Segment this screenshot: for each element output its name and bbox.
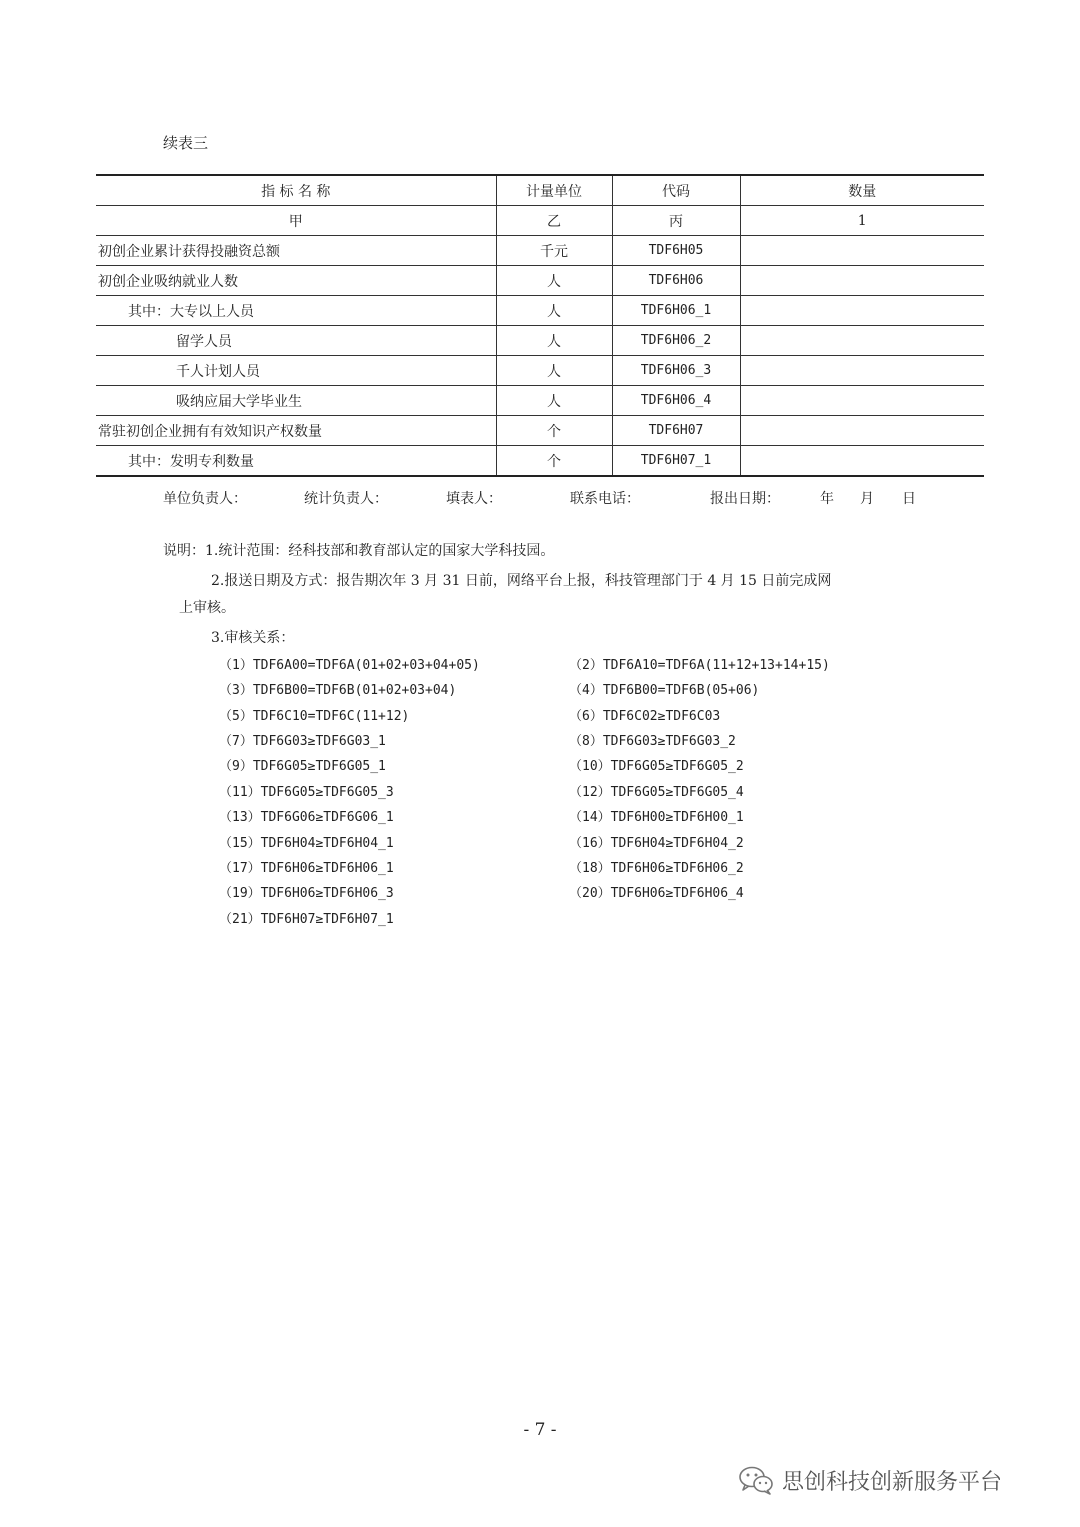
- audit-formula: （13）TDF6G06≥TDF6G06_1: [219, 810, 394, 825]
- table-row: [96, 416, 984, 446]
- header-quantity: 数量: [740, 175, 984, 206]
- page-number: - 7 -: [523, 1420, 557, 1440]
- table-row: [96, 356, 984, 386]
- row-quantity: [740, 386, 984, 416]
- row-unit: 人: [496, 296, 612, 326]
- note-submission: 2.报送日期及方式：报告期次年 3 月 31 日前，网络平台上报，科技管理部门于 4 月 15 日前完成网: [211, 573, 832, 589]
- row-unit: 人: [496, 266, 612, 296]
- year-label: 年: [820, 491, 834, 507]
- table-caption: 续表三: [163, 134, 209, 152]
- row-code: TDF6H05: [612, 236, 740, 266]
- audit-formula: （8）TDF6G03≥TDF6G03_2: [569, 734, 736, 749]
- phone-label: 联系电话：: [570, 491, 640, 507]
- watermark: [738, 1462, 1002, 1498]
- row-name: 千人计划人员: [96, 356, 496, 386]
- table-row: [96, 446, 984, 477]
- row-code: TDF6H06_4: [612, 386, 740, 416]
- note-submission-cont: 上审核。: [179, 600, 235, 616]
- table-header-row: [96, 175, 984, 206]
- column-code-cell: 丙: [612, 206, 740, 236]
- row-code: TDF6H06_3: [612, 356, 740, 386]
- row-code: TDF6H06: [612, 266, 740, 296]
- audit-formula: （5）TDF6C10=TDF6C(11+12): [219, 709, 410, 724]
- audit-formula: （9）TDF6G05≥TDF6G05_1: [219, 759, 386, 774]
- row-quantity: [740, 296, 984, 326]
- row-unit: 人: [496, 356, 612, 386]
- wechat-icon: [738, 1465, 774, 1495]
- row-quantity: [740, 446, 984, 477]
- audit-formula: （11）TDF6G05≥TDF6G05_3: [219, 785, 394, 800]
- row-name: 初创企业吸纳就业人数: [96, 266, 496, 296]
- row-unit: 千元: [496, 236, 612, 266]
- month-label: 月: [860, 491, 874, 507]
- watermark-text: 思创科技创新服务平台: [782, 1469, 1003, 1495]
- audit-formula: （17）TDF6H06≥TDF6H06_1: [219, 861, 394, 876]
- signature-line: [0, 488, 1080, 510]
- filler-label: 填表人：: [446, 491, 502, 507]
- row-name: 其中：大专以上人员: [96, 296, 496, 326]
- statistics-table: [96, 174, 984, 477]
- audit-formula: （4）TDF6B00=TDF6B(05+06): [569, 683, 760, 698]
- row-unit: 个: [496, 416, 612, 446]
- audit-formula: （18）TDF6H06≥TDF6H06_2: [569, 861, 744, 876]
- audit-formula: （16）TDF6H04≥TDF6H04_2: [569, 836, 744, 851]
- header-unit: 计量单位: [496, 175, 612, 206]
- audit-formula: （6）TDF6C02≥TDF6C03: [569, 709, 721, 724]
- row-code: TDF6H06_1: [612, 296, 740, 326]
- audit-formula: （1）TDF6A00=TDF6A(01+02+03+04+05): [219, 658, 480, 673]
- table-row: [96, 296, 984, 326]
- row-code: TDF6H07_1: [612, 446, 740, 477]
- row-quantity: [740, 266, 984, 296]
- header-indicator-name: 指 标 名 称: [96, 175, 496, 206]
- audit-formula: （7）TDF6G03≥TDF6G03_1: [219, 734, 386, 749]
- row-code: TDF6H07: [612, 416, 740, 446]
- stat-head-label: 统计负责人：: [304, 491, 388, 507]
- table-row: [96, 326, 984, 356]
- row-name: 初创企业累计获得投融资总额: [96, 236, 496, 266]
- audit-formula: （21）TDF6H07≥TDF6H07_1: [219, 912, 394, 927]
- audit-formula: （12）TDF6G05≥TDF6G05_4: [569, 785, 744, 800]
- audit-formula: （10）TDF6G05≥TDF6G05_2: [569, 759, 744, 774]
- row-name: 其中：发明专利数量: [96, 446, 496, 477]
- audit-formula: （20）TDF6H06≥TDF6H06_4: [569, 886, 744, 901]
- column-code-cell: 乙: [496, 206, 612, 236]
- audit-formula: （2）TDF6A10=TDF6A(11+12+13+14+15): [569, 658, 830, 673]
- column-code-cell: 1: [740, 206, 984, 236]
- row-quantity: [740, 416, 984, 446]
- row-code: TDF6H06_2: [612, 326, 740, 356]
- table-column-code-row: [96, 206, 984, 236]
- audit-formula: （19）TDF6H06≥TDF6H06_3: [219, 886, 394, 901]
- table-row: [96, 236, 984, 266]
- row-unit: 人: [496, 386, 612, 416]
- row-name: 常驻初创企业拥有有效知识产权数量: [96, 416, 496, 446]
- audit-formula: （14）TDF6H00≥TDF6H00_1: [569, 810, 744, 825]
- note-audit-title: 3.审核关系：: [211, 630, 295, 646]
- row-quantity: [740, 356, 984, 386]
- column-code-cell: 甲: [96, 206, 496, 236]
- row-name: 留学人员: [96, 326, 496, 356]
- row-name: 吸纳应届大学毕业生: [96, 386, 496, 416]
- table-row: [96, 266, 984, 296]
- row-quantity: [740, 236, 984, 266]
- header-code: 代码: [612, 175, 740, 206]
- audit-formula: （3）TDF6B00=TDF6B(01+02+03+04): [219, 683, 457, 698]
- report-date-label: 报出日期：: [710, 491, 780, 507]
- row-unit: 个: [496, 446, 612, 477]
- note-scope: 说明：1.统计范围：经科技部和教育部认定的国家大学科技园。: [163, 543, 555, 559]
- row-quantity: [740, 326, 984, 356]
- row-unit: 人: [496, 326, 612, 356]
- unit-head-label: 单位负责人：: [163, 491, 247, 507]
- audit-formula: （15）TDF6H04≥TDF6H04_1: [219, 836, 394, 851]
- table-row: [96, 386, 984, 416]
- day-label: 日: [902, 491, 916, 507]
